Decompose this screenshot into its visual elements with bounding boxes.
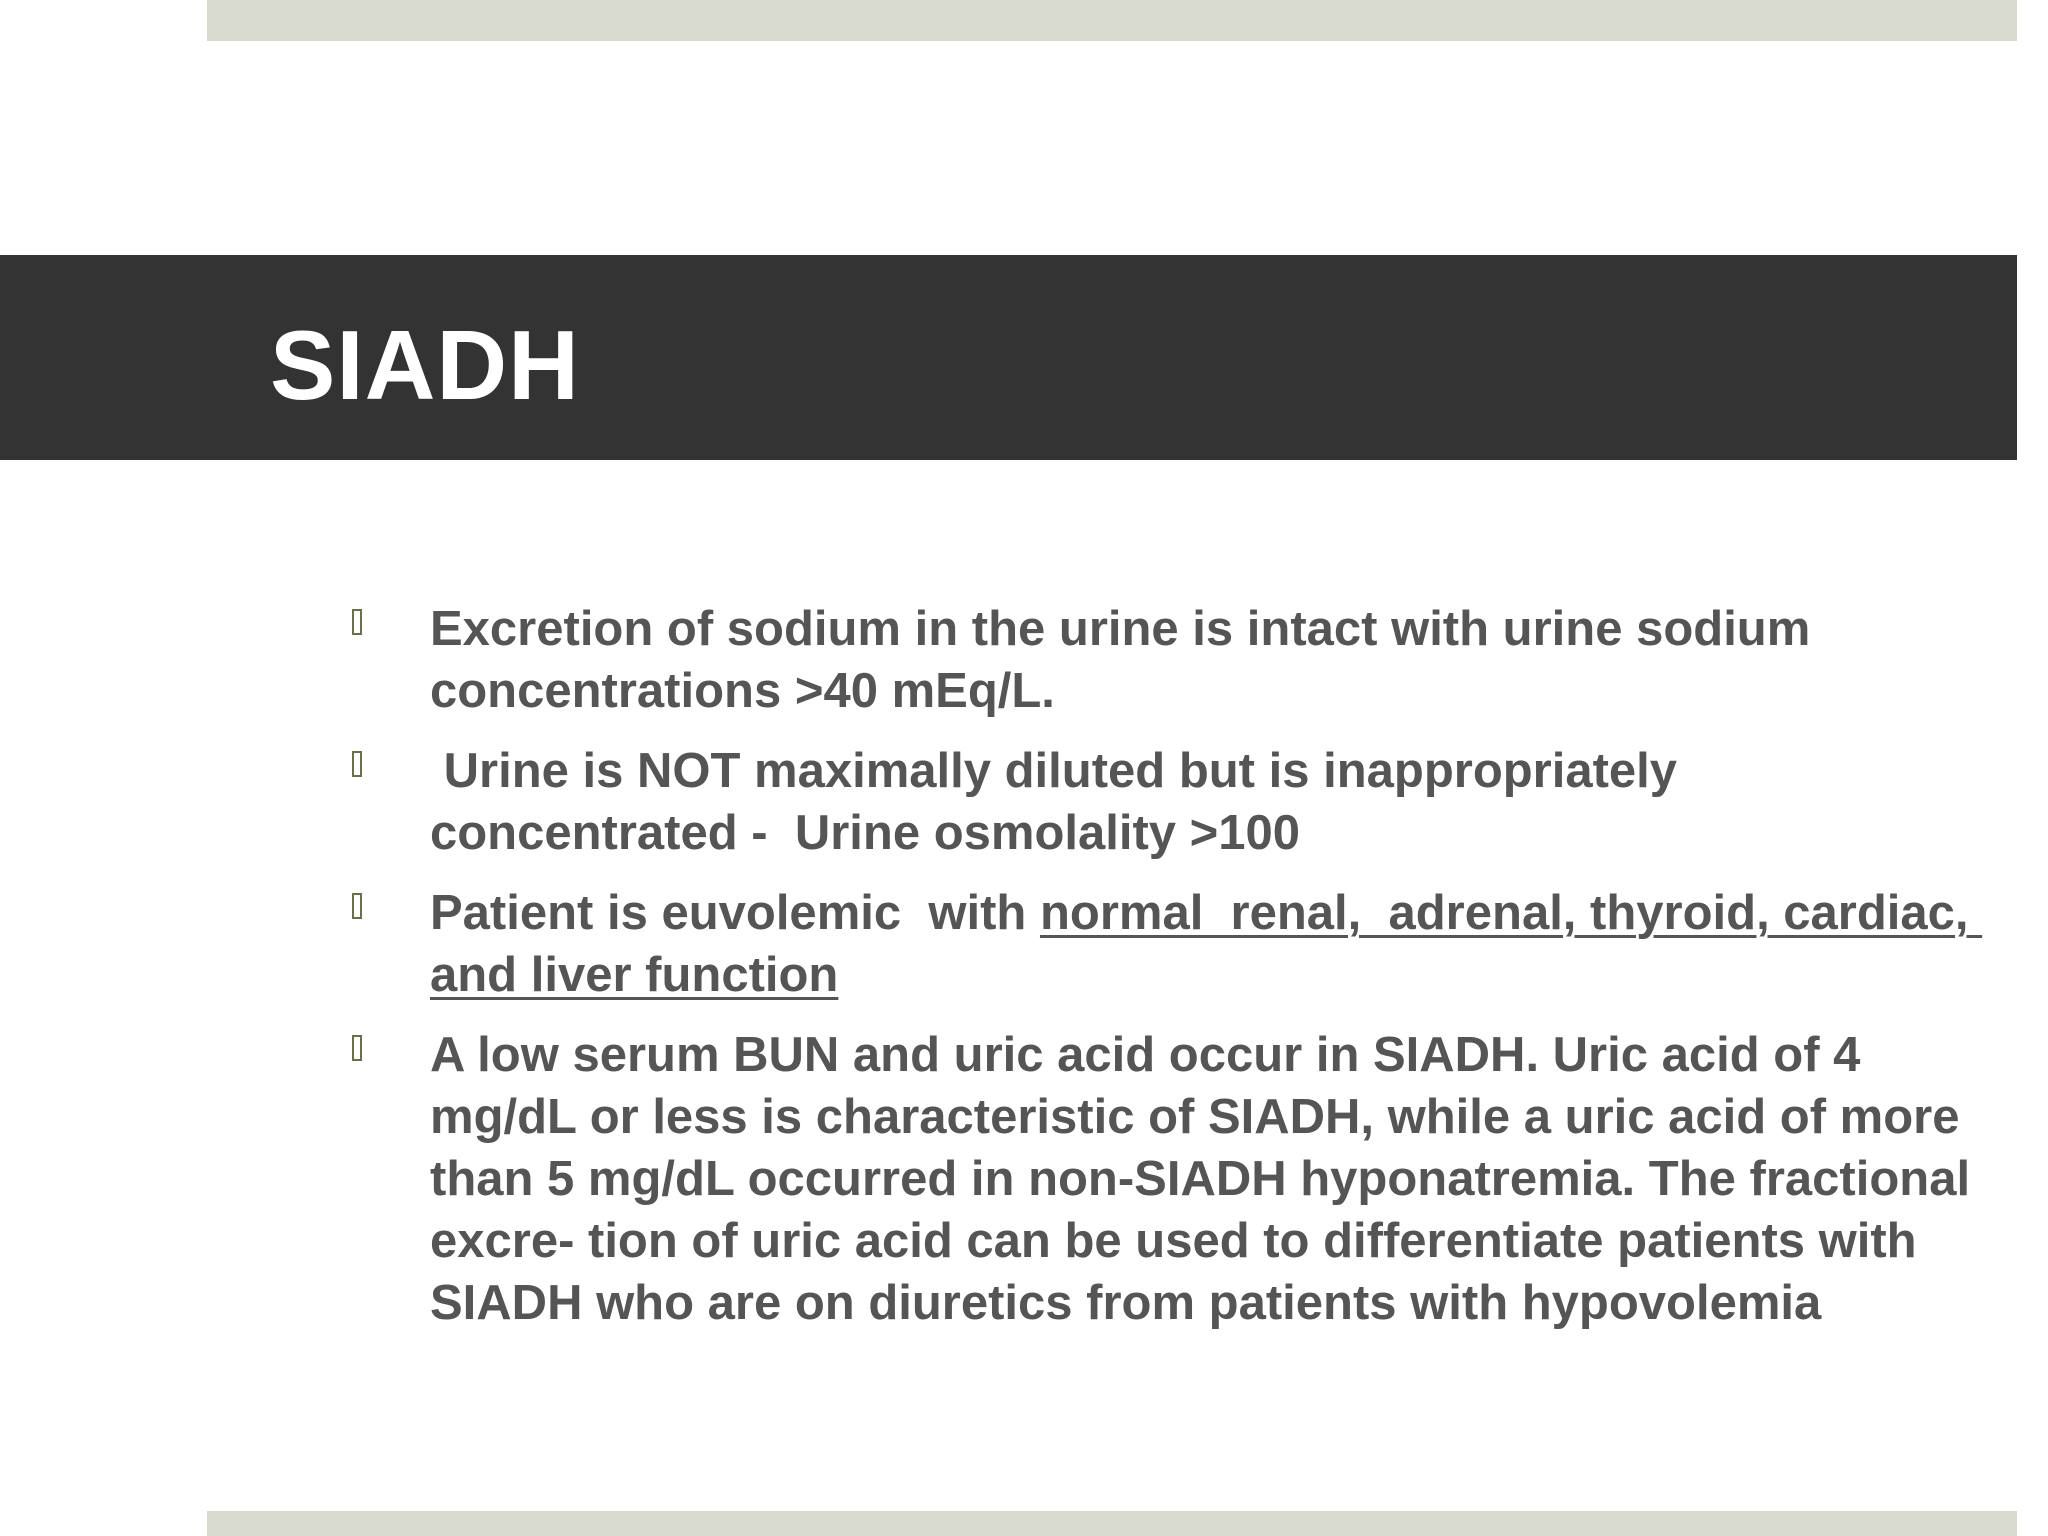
- bullet-list: [352, 598, 1983, 1352]
- slide-title: SIADH: [270, 310, 580, 420]
- bullet-text: A low serum BUN and uric acid occur in SIADH. Uric acid of 4 mg/dL or less is characteristic of SIADH, while a uric acid of more than 5 mg/dL occurred in non-SIADH hyponatremia. The fractional excre- tion of uric acid can be used to differentiate patients with SIADH who are on diuretics from patients with hypovolemia: [430, 1028, 1971, 1330]
- bullet-text-underlined: normal renal, adrenal, thyroid, cardiac, and liver function: [430, 886, 1983, 1002]
- top-accent-bar: [207, 0, 2017, 41]
- bullet-item: [352, 1024, 1972, 1334]
- bullet-item: [352, 882, 1983, 1006]
- bullet-text: Excretion of sodium in the urine is intact with urine sodium concentrations >40 mEq/L.: [430, 602, 1811, 718]
- square-bullet-icon: [352, 751, 362, 777]
- square-bullet-icon: [352, 893, 362, 919]
- bullet-text: Urine is NOT maximally diluted but is inappropriately concentrated - Urine osmolality >100: [430, 744, 1691, 860]
- square-bullet-icon: [352, 609, 362, 635]
- bullet-item: [352, 740, 1972, 864]
- bottom-accent-bar: [207, 1511, 2017, 1536]
- square-bullet-icon: [352, 1035, 362, 1061]
- bullet-item: [352, 598, 1972, 722]
- bullet-text: Patient is euvolemic with: [430, 886, 1040, 940]
